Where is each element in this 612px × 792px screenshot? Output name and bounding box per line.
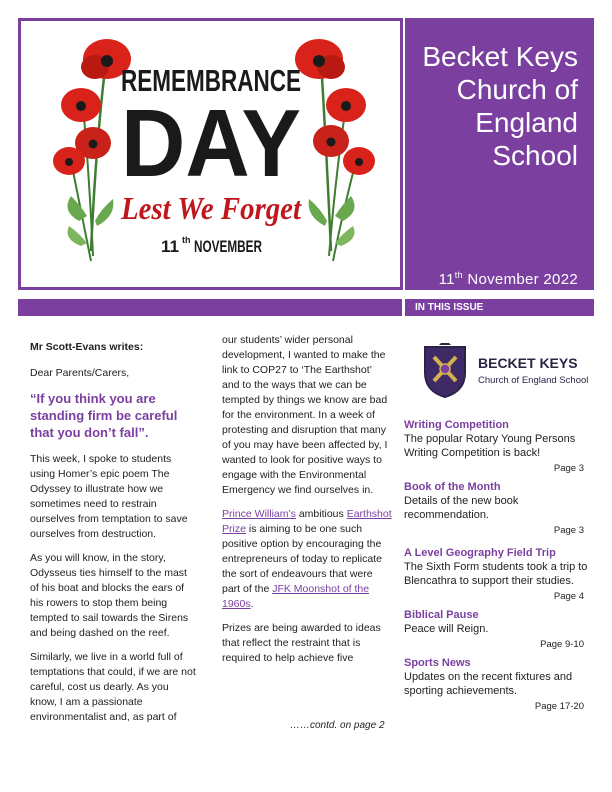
list-item[interactable] <box>404 418 592 474</box>
banner-date-month: NOVEMBER <box>194 237 262 256</box>
issue-item-description: Updates on the recent fixtures and sporting achievements. <box>404 671 573 697</box>
issue-item-title: Book of the Month <box>404 481 501 493</box>
issue-date-rest: November 2022 <box>467 271 578 288</box>
list-item[interactable] <box>404 546 592 602</box>
school-name: Becket Keys Church of England School <box>422 41 578 171</box>
list-item[interactable] <box>404 608 592 650</box>
article-text: ambitious <box>295 508 347 520</box>
issue-date-suffix: th <box>454 270 463 280</box>
banner-date-suffix: th <box>182 235 191 245</box>
article-paragraph: This week, I spoke to students using Homer’s epic poem The Odyssey to illustrate how we sometimes need to restrain ourselves from temptation to save ourselves from destruction. <box>30 453 188 540</box>
article-text: . <box>250 598 254 610</box>
earthshot-prize-link[interactable]: Earthshot Prize <box>222 508 392 535</box>
school-logo <box>420 343 590 399</box>
banner-word-remembrance: REMEMBRANCE <box>121 63 301 98</box>
article-column-1 <box>30 340 198 734</box>
list-item[interactable] <box>404 480 592 536</box>
article-paragraph: As you will know, in the story, Odysseus ties himself to the mast of his boat and blocks the ears of his rowers to stop them being tempted to sail towards the Sirens and being dashed on the reef. <box>30 552 189 639</box>
issue-item-description: Details of the new book recommendation. <box>404 495 519 521</box>
remembrance-poppy-artwork <box>21 21 400 287</box>
right-poppies-icon <box>295 39 375 261</box>
prince-william-link[interactable]: Prince William’s <box>222 508 296 520</box>
banner-tagline: Lest We Forget <box>120 190 302 226</box>
issue-item-title: Writing Competition <box>404 419 509 431</box>
issue-item-description: The Sixth Form students took a trip to Blencathra to support their studies. <box>404 561 588 587</box>
issue-item-page: Page 3 <box>553 463 584 474</box>
issue-item-page: Page 9-10 <box>540 639 584 650</box>
issue-item-page: Page 4 <box>553 591 584 602</box>
issue-item-title: Sports News <box>404 657 471 669</box>
article-writer: Mr Scott-Evans writes: <box>30 341 144 353</box>
list-item[interactable] <box>404 656 592 712</box>
issue-item-title: Biblical Pause <box>404 609 479 621</box>
banner-word-day: DAY <box>121 90 301 197</box>
article-paragraph-links <box>222 507 392 612</box>
article-quote: “If you think you are standing firm be careful that you don’t fall”. <box>30 391 178 440</box>
issue-item-page: Page 17-20 <box>534 701 584 712</box>
issue-item-title: A Level Geography Field Trip <box>404 547 556 559</box>
article-paragraph: our students’ wider personal development, I wanted to make the link to COP27 to ‘The Earthshot’ and to the ways that we can be tempted by things we know are bad for the environment. In a week of protesting and disruption that many of you may have been affected by, I wanted to look for positive ways to engage with the Environmental Emergency we find ourselves in. <box>222 334 388 496</box>
article-greeting: Dear Parents/Carers, <box>30 367 130 379</box>
logo-school-name: BECKET KEYS <box>478 355 578 371</box>
issue-date <box>439 270 578 288</box>
in-this-issue-heading: IN THIS ISSUE <box>405 299 594 316</box>
issue-item-description: The popular Rotary Young Persons Writing Competition is back! <box>404 433 576 459</box>
continued-note: ……contd. on page 2 <box>290 720 385 731</box>
remembrance-banner <box>18 18 403 290</box>
divider-bar <box>18 299 402 316</box>
article-paragraph: Similarly, we live in a world full of temptations that could, if we are not careful, cost us dearly. As you know, I am a passionate environmentalist and, as part of <box>30 651 196 723</box>
in-this-issue-list <box>404 418 592 718</box>
issue-item-description: Peace will Reign. <box>404 623 489 635</box>
article-paragraph: Prizes are being awarded to ideas that reflect the restraint that is required to help achieve five <box>222 622 381 664</box>
newsletter-title-panel <box>405 18 594 290</box>
article-text: is aiming to be one such positive option by encouraging the entrepreneurs of today to replicate the sort of endeavours that were part of the <box>222 523 382 595</box>
jfk-moonshot-link[interactable]: JFK Moonshot of the 1960s <box>222 583 370 610</box>
left-poppies-icon <box>53 39 131 261</box>
logo-school-subtitle: Church of England School <box>478 375 589 386</box>
banner-date-number: 11 <box>161 237 179 256</box>
issue-item-page: Page 3 <box>553 525 584 536</box>
article-column-2 <box>222 333 392 675</box>
school-crest-icon <box>420 343 470 399</box>
issue-date-day: 11 <box>438 271 455 288</box>
